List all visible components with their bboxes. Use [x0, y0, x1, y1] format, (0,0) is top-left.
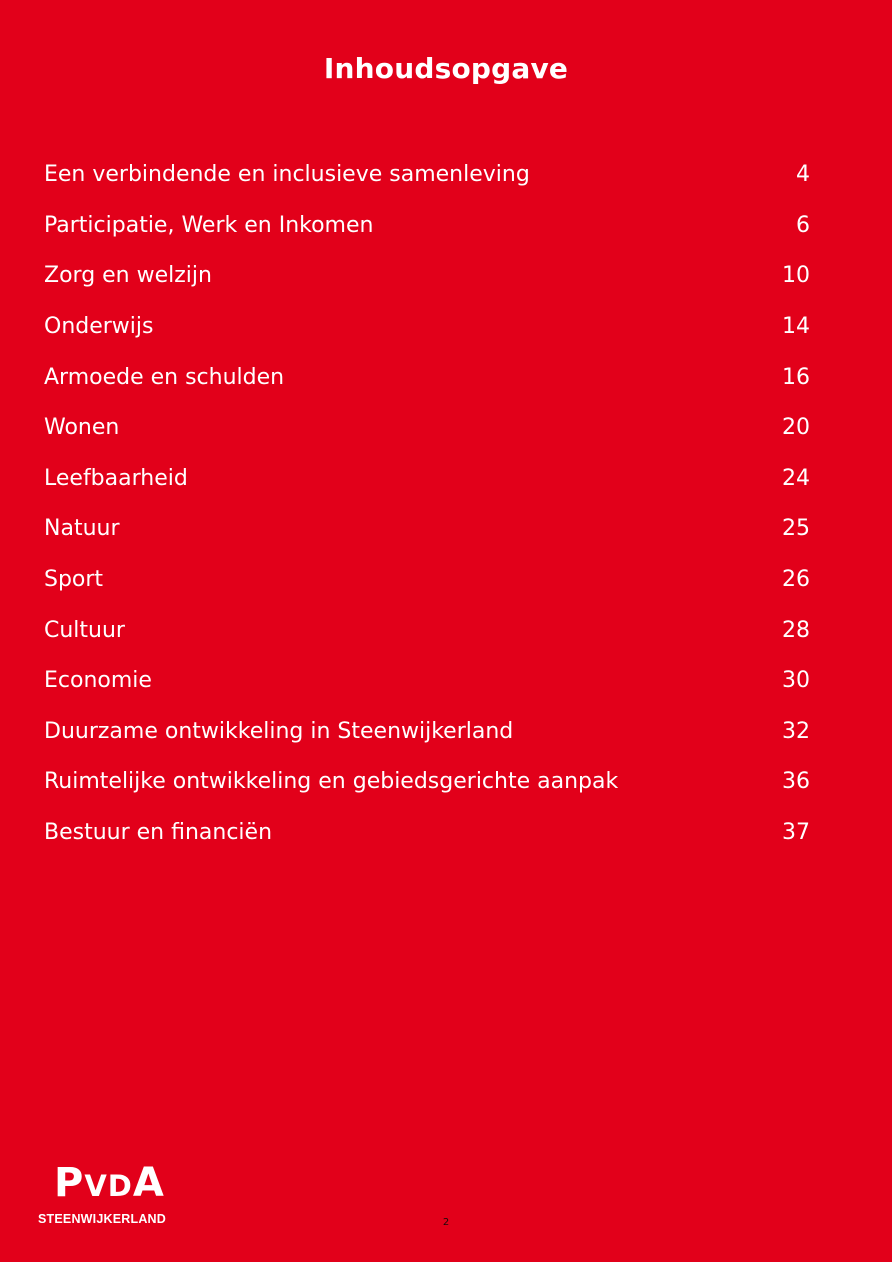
toc-entry-label: Duurzame ontwikkeling in Steenwijkerland [44, 718, 514, 744]
toc-entry [44, 251, 810, 302]
toc-entry-label: Onderwijs [44, 314, 154, 340]
toc-entry-page: 30 [782, 668, 810, 694]
toc-entry [44, 656, 810, 707]
toc-entry [44, 504, 810, 555]
toc-entry-label: Participatie, Werk en Inkomen [44, 212, 374, 238]
toc-entry-page: 10 [782, 263, 810, 289]
toc-entry [44, 302, 810, 353]
toc-entry-page: 24 [782, 465, 810, 491]
toc-entry [44, 352, 810, 403]
toc-entry-label: Een verbindende en inclusieve samenleving [44, 162, 530, 188]
logo-wordmark-vd: VD [84, 1169, 133, 1203]
page-number: 2 [442, 1217, 450, 1228]
toc-entry-label: Natuur [44, 516, 120, 542]
logo-wordmark [54, 1160, 198, 1209]
toc-entry-page: 37 [782, 820, 810, 846]
toc-entry-page: 25 [782, 516, 810, 542]
logo-subtitle: STEENWIJKERLAND [38, 1212, 167, 1226]
toc-entry-page: 14 [782, 314, 810, 340]
toc-entry-label: Sport [44, 567, 104, 593]
toc-entry-page: 6 [796, 212, 810, 238]
toc-entry [44, 605, 810, 656]
toc-entry [44, 201, 810, 252]
toc-entry [44, 454, 810, 505]
toc-entry-page: 32 [782, 718, 810, 744]
toc-entry [44, 757, 810, 808]
toc-entry-label: Zorg en welzijn [44, 263, 212, 289]
toc-entry-label: Armoede en schulden [44, 364, 285, 390]
toc-entry-page: 28 [782, 617, 810, 643]
toc-entry-label: Cultuur [44, 617, 125, 643]
toc-entry-page: 20 [782, 415, 810, 441]
toc-entry [44, 150, 810, 201]
logo-wordmark-p: P [54, 1160, 85, 1206]
toc-entry-page: 16 [782, 364, 810, 390]
pvda-logo [38, 1160, 198, 1227]
logo-wordmark-a: A [132, 1160, 165, 1206]
toc-entry-label: Wonen [44, 415, 120, 441]
toc-entry-label: Leefbaarheid [44, 465, 188, 491]
toc-entry-label: Economie [44, 668, 152, 694]
toc-entry [44, 403, 810, 454]
table-of-contents [44, 150, 810, 858]
toc-entry-page: 26 [782, 567, 810, 593]
toc-entry-label: Ruimtelijke ontwikkeling en gebiedsgerichte aanpak [44, 769, 619, 795]
toc-entry-page: 4 [796, 162, 810, 188]
toc-entry [44, 707, 810, 758]
toc-entry [44, 808, 810, 859]
page-title: Inhoudsopgave [323, 51, 569, 85]
toc-entry [44, 555, 810, 606]
toc-entry-label: Bestuur en financiën [44, 820, 273, 846]
toc-entry-page: 36 [782, 769, 810, 795]
